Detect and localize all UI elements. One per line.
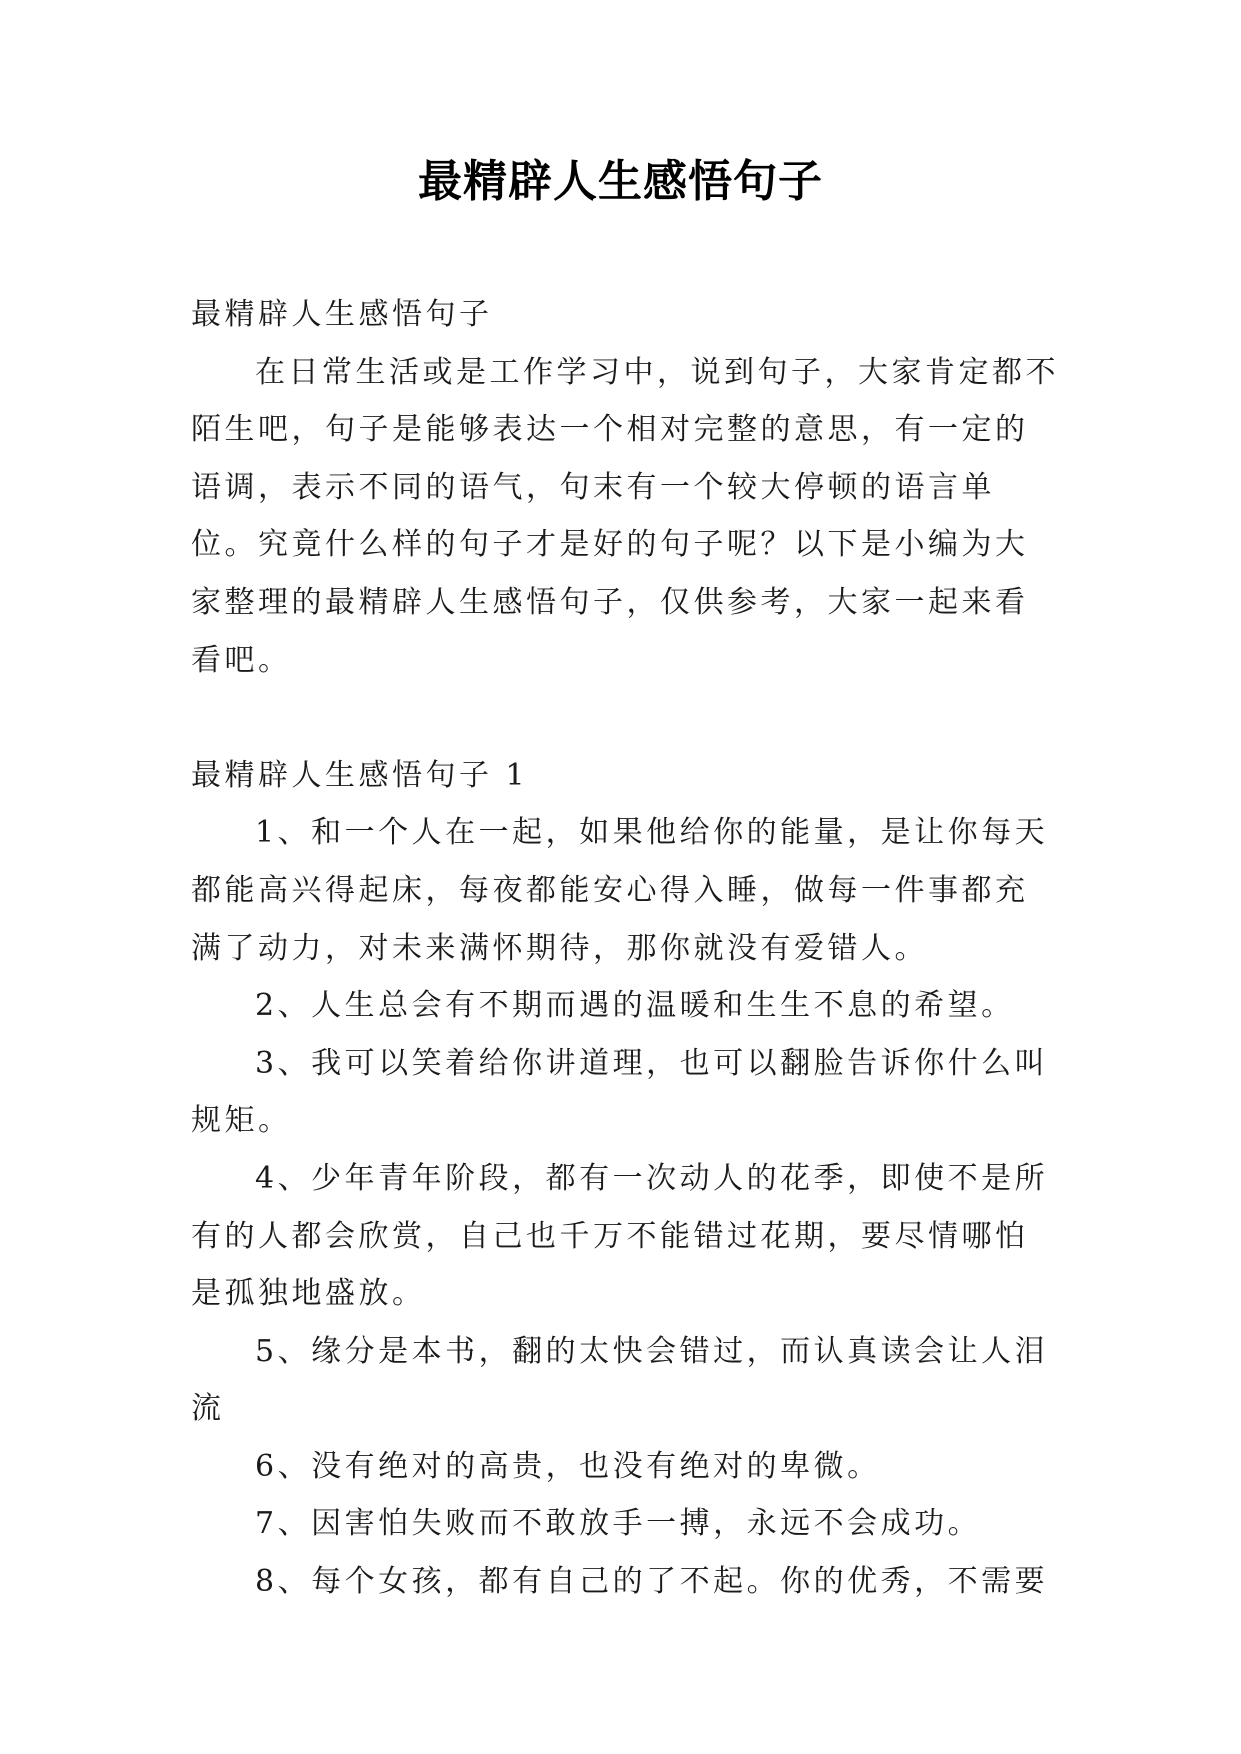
list-item: 6、没有绝对的高贵，也没有绝对的卑微。: [255, 1448, 881, 1484]
list-item: 8、每个女孩，都有自己的了不起。你的优秀，不需要: [255, 1564, 1049, 1600]
paragraph-spacer: [191, 689, 1059, 747]
list-item: 7、因害怕失败而不敢放手一搏，永远不会成功。: [255, 1506, 982, 1542]
list-item: 5、缘分是本书，翻的太快会错过，而认真读会让人泪流: [191, 1333, 1049, 1427]
document-title: 最精辟人生感悟句子: [418, 156, 823, 207]
list-item: 4、少年青年阶段，都有一次动人的花季，即使不是所有的人都会欣赏，自己也千万不能错过花期，要尽情哪怕是孤独地盛放。: [191, 1160, 1049, 1312]
intro-paragraph: 在日常生活或是工作学习中，说到句子，大家肯定都不陌生吧，句子是能够表达一个相对完整的意思，有一定的语调，表示不同的语气，句末有一个较大停顿的语言单位。究竟什么样的句子才是好的句子呢？以下是小编为大家整理的最精辟人生感悟句子，仅供参考，大家一起来看看吧。: [191, 354, 1059, 678]
section-heading: 最精辟人生感悟句子 1: [191, 757, 529, 793]
list-item: 3、我可以笑着给你讲道理，也可以翻脸告诉你什么叫规矩。: [191, 1045, 1049, 1139]
document-body: [191, 286, 1059, 1611]
list-item: 2、人生总会有不期而遇的温暖和生生不息的希望。: [255, 988, 1015, 1024]
list-item: 1、和一个人在一起，如果他给你的能量，是让你每天都能高兴得起床，每夜都能安心得入睡，做每一件事都充满了动力，对未来满怀期待，那你就没有爱错人。: [191, 815, 1049, 966]
intro-heading: 最精辟人生感悟句子: [191, 297, 493, 332]
